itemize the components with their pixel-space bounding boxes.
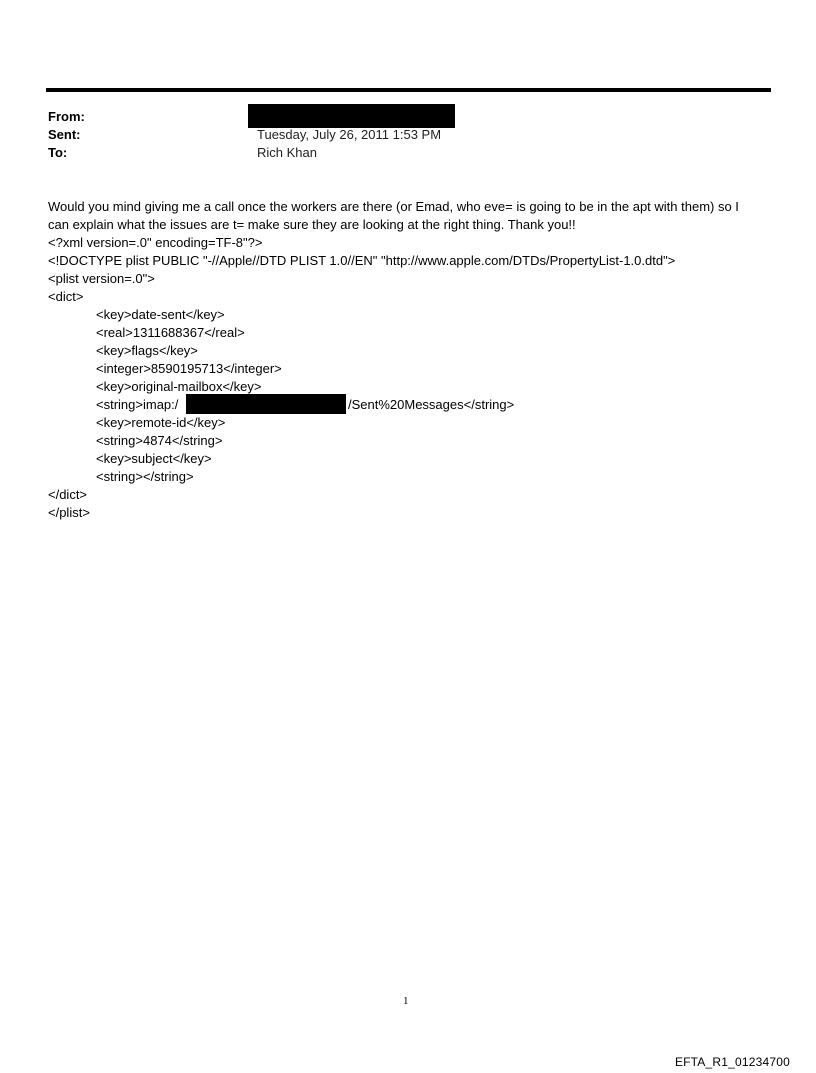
from-label: From: — [48, 109, 85, 124]
page-number: 1 — [403, 995, 409, 1007]
dict-open: <dict> — [48, 289, 84, 304]
from-redaction — [248, 104, 455, 128]
dict-line-date-sent-key: <key>date-sent</key> — [96, 307, 225, 322]
dict-line-subject-key: <key>subject</key> — [96, 451, 212, 466]
sent-value: Tuesday, July 26, 2011 1:53 PM — [257, 127, 442, 142]
dict-line-subject-value: <string></string> — [96, 469, 194, 484]
dict-line-remote-id-value: <string>4874</string> — [96, 433, 223, 448]
dict-line-remote-id-key: <key>remote-id</key> — [96, 415, 226, 430]
xml-declaration: <?xml version=.0" encoding=TF-8"?> — [48, 235, 263, 250]
message-line-2: can explain what the issues are t= make sure they are looking at the right thing. Thank you!! — [48, 217, 576, 232]
plist-close: </plist> — [48, 505, 90, 520]
dict-line-mailbox-key: <key>original-mailbox</key> — [96, 379, 262, 394]
plist-open: <plist version=.0"> — [48, 271, 155, 286]
message-line-1: Would you mind giving me a call once the workers are there (or Emad, who eve= is going to be in the apt with them) so I — [48, 199, 739, 214]
to-value: Rich Khan — [257, 145, 317, 160]
mailbox-redaction — [186, 394, 346, 414]
to-label: To: — [48, 145, 68, 160]
dict-close: </dict> — [48, 487, 88, 502]
dict-line-mailbox-value-start: <string>imap:/ — [96, 397, 179, 412]
sent-label: Sent: — [48, 127, 81, 142]
doctype-line: <!DOCTYPE plist PUBLIC "-//Apple//DTD PLIST 1.0//EN" "http://www.apple.com/DTDs/PropertyList-1.0.dtd"> — [48, 253, 676, 268]
dict-line-flags-key: <key>flags</key> — [96, 343, 198, 358]
dict-line-date-sent-value: <real>1311688367</real> — [96, 325, 245, 340]
dict-line-mailbox-value-end: /Sent%20Messages</string> — [348, 397, 515, 412]
document-id: EFTA_R1_01234700 — [674, 1055, 790, 1069]
dict-line-flags-value: <integer>8590195713</integer> — [96, 361, 282, 376]
header-rule — [46, 88, 771, 92]
